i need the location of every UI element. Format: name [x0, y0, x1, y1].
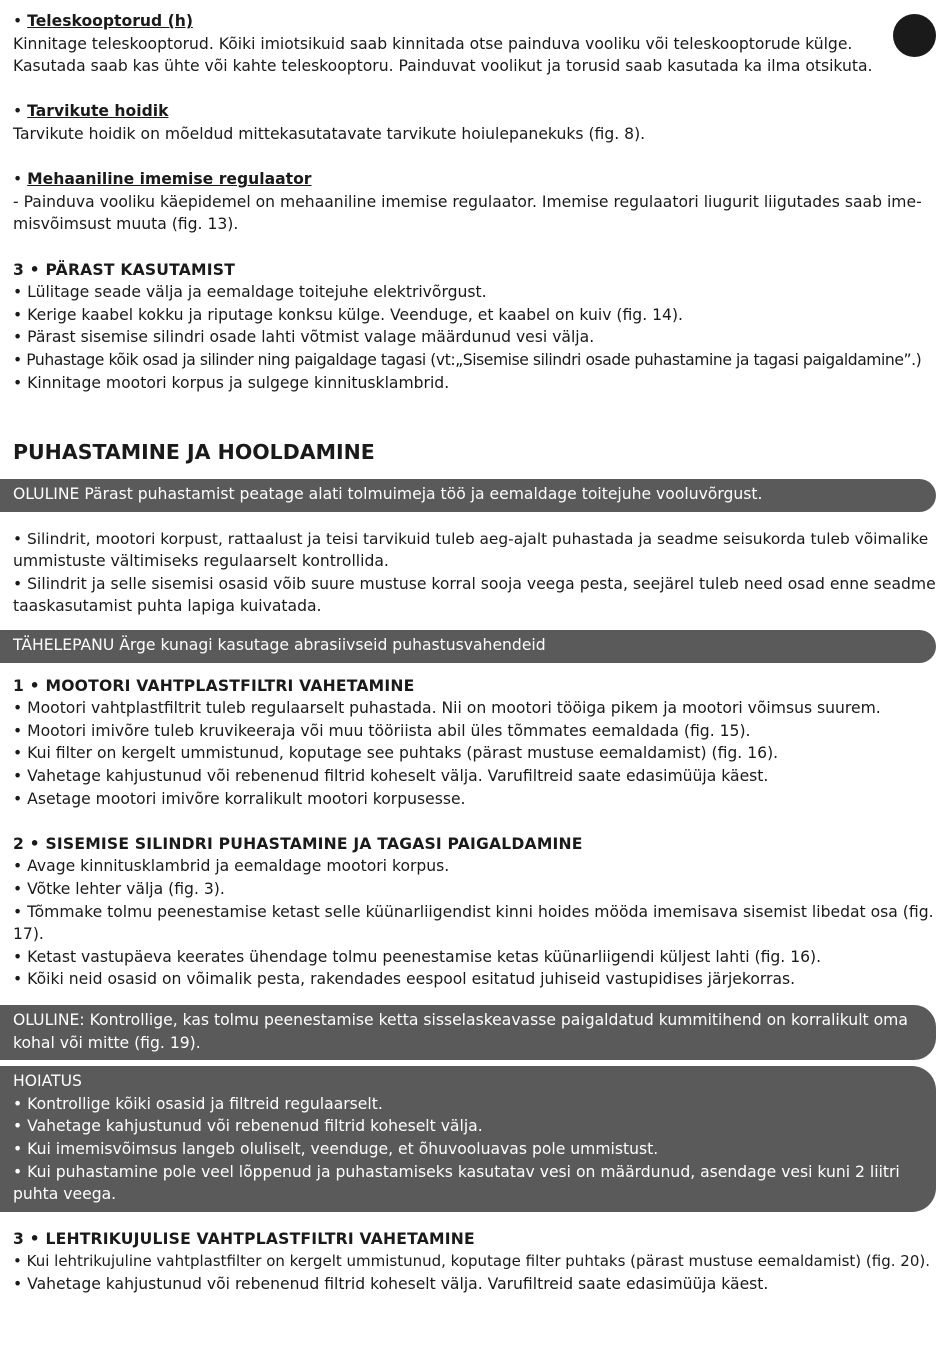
list-item: • Asetage mootori imivõre korralikult mootori korpusesse.: [13, 789, 466, 808]
section-heading: • Mehaaniline imemise regulaator: [13, 170, 312, 189]
heading-text: Teleskooptorud (h): [27, 12, 193, 30]
list-item: • Kõiki neid osasid on võimalik pesta, rakendades eespool esitatud juhiseid vastupidises järjekorras.: [13, 970, 796, 989]
section-heading: 3 • LEHTRIKUJULISE VAHTPLASTFILTRI VAHETAMINE: [13, 1229, 475, 1248]
list-item: • Kui lehtrikujuline vahtplastfilter on kergelt ummistunud, koputage filter puhtaks (pärast mustuse eemaldamist) (fig. 20).: [13, 1252, 930, 1271]
warning-item: • Kui puhastamine pole veel lõppenud ja puhastamiseks kasutatav vesi on määrdunud, asendage vesi kuni 2 liitri: [13, 1162, 900, 1181]
list-item: • Võtke lehter välja (fig. 3).: [13, 880, 225, 898]
warning-box: [0, 1066, 936, 1212]
warning-heading: HOIATUS: [13, 1072, 82, 1091]
paragraph-line: ummistuste vältimiseks regulaarselt kontrollida.: [13, 552, 389, 571]
list-item: • Mootori imivõre tuleb kruvikeeraja või muu tööriista abil üles tõmmates eemaldada (fig. 15).: [13, 721, 751, 740]
page-title: PUHASTAMINE JA HOOLDAMINE: [13, 440, 375, 465]
paragraph-line: Tarvikute hoidik on mõeldud mittekasutatavate tarvikute hoiulepanekuks (fig. 8).: [13, 124, 646, 143]
section-telescopic: [13, 10, 938, 78]
warning-item: • Kontrollige kõiki osasid ja filtreid regulaarselt.: [13, 1094, 383, 1113]
note-important-2-bar: [0, 1005, 936, 1060]
list-item: • Vahetage kahjustunud või rebenenud filtrid koheselt välja. Varufiltreid saate edasimüüja käest.: [13, 767, 769, 786]
section-after-use: [13, 259, 938, 395]
list-item: 17).: [13, 925, 44, 944]
warning-item: • Vahetage kahjustunud või rebenenud filtrid koheselt välja.: [13, 1117, 483, 1136]
list-item: • Kinnitage mootori korpus ja sulgege kinnitusklambrid.: [13, 373, 450, 392]
note-text: kohal või mitte (fig. 19).: [13, 1033, 201, 1052]
paragraph-line: - Painduva vooliku käepidemel on mehaaniline imemise regulaator. Imemise regulaatori liugurit liigutades saab ime-: [13, 192, 922, 211]
section-regulator: [13, 168, 938, 236]
section-heading: • Tarvikute hoidik: [13, 102, 169, 121]
section-motor-filter: [13, 675, 938, 811]
paragraph-line: • Silindrit ja selle sisemisi osasid võib suure mustuse korral sooja veega pesta, seejärel tuleb need osad enne seadme: [13, 574, 936, 593]
heading-text: Mehaaniline imemise regulaator: [27, 170, 312, 189]
section-heading: • Teleskooptorud (h): [13, 12, 193, 30]
note-text: OLULINE: Kontrollige, kas tolmu peenestamise ketta sisselaskeavasse paigaldatud kummitihend on korralikult oma: [13, 1010, 908, 1029]
note-important-bar: [0, 479, 936, 512]
cleaning-paragraph: [13, 528, 938, 618]
list-item: • Kerige kaabel kokku ja riputage konksu külge. Veenduge, et kaabel on kuiv (fig. 14).: [13, 305, 683, 324]
paragraph-line: Kinnitage teleskooptorud. Kõiki imiotsikuid saab kinnitada otse painduva vooliku või teleskooptorude külge.: [13, 34, 853, 53]
document-page: [13, 10, 938, 1296]
list-item: • Tõmmake tolmu peenestamise ketast selle küünarliigendist kinni hoides mööda imemisava sisemist libedat osa (fig.: [13, 902, 934, 921]
paragraph-line: taaskasutamist puhta lapiga kuivatada.: [13, 597, 322, 616]
paragraph-line: misvõimsust muuta (fig. 13).: [13, 215, 239, 234]
warning-item: • Kui imemisvõimsus langeb oluliselt, veenduge, et õhuvooluavas pole ummistust.: [13, 1139, 659, 1158]
list-item: • Lülitage seade välja ja eemaldage toitejuhe elektrivõrgust.: [13, 283, 487, 302]
section-funnel-filter: [13, 1228, 938, 1296]
section-inner-cylinder: [13, 833, 938, 991]
section-heading: 2 • SISEMISE SILINDRI PUHASTAMINE JA TAGASI PAIGALDAMINE: [13, 834, 583, 853]
section-heading: 3 • PÄRAST KASUTAMIST: [13, 260, 236, 279]
paragraph-line: Kasutada saab kas ühte või kahte teleskooptoru. Painduvat voolikut ja torusid saab kasutada ka ilma otsikuta.: [13, 57, 873, 76]
note-text: OLULINE Pärast puhastamist peatage alati tolmuimeja töö ja eemaldage toitejuhe vooluvõrgust.: [13, 485, 763, 504]
paragraph-line: • Silindrit, mootori korpust, rattaalust ja teisi tarvikuid tuleb aeg-ajalt puhastada ja seadme seisukorda tuleb võimalike: [13, 529, 929, 548]
list-item: • Vahetage kahjustunud või rebenenud filtrid koheselt välja. Varufiltreid saate edasimüüja käest.: [13, 1274, 769, 1293]
list-item: • Kui filter on kergelt ummistunud, koputage see puhtaks (pärast mustuse eemaldamist) (fig. 16).: [13, 744, 779, 763]
section-holder: [13, 100, 938, 145]
section-heading: 1 • MOOTORI VAHTPLASTFILTRI VAHETAMINE: [13, 676, 415, 695]
list-item: • Puhastage kõik osad ja silinder ning paigaldage tagasi (vt:„Sisemise silindri osade puhastamine ja tagasi paigaldamine”.): [13, 350, 922, 369]
list-item: • Ketast vastupäeva keerates ühendage tolmu peenestamise ketas küünarliigendi küljest lahti (fig. 16).: [13, 947, 822, 966]
list-item: • Avage kinnitusklambrid ja eemaldage mootori korpus.: [13, 857, 450, 876]
heading-text: Tarvikute hoidik: [27, 102, 169, 121]
note-attention-bar: [0, 630, 936, 663]
warning-item: puhta veega.: [13, 1185, 117, 1204]
list-item: • Mootori vahtplastfiltrit tuleb regulaarselt puhastada. Nii on mootori tööiga pikem ja mootori võimsus suurem.: [13, 699, 881, 718]
note-text: TÄHELEPANU Ärge kunagi kasutage abrasiivseid puhastusvahendeid: [13, 636, 546, 655]
list-item: • Pärast sisemise silindri osade lahti võtmist valage määrdunud vesi välja.: [13, 328, 595, 347]
